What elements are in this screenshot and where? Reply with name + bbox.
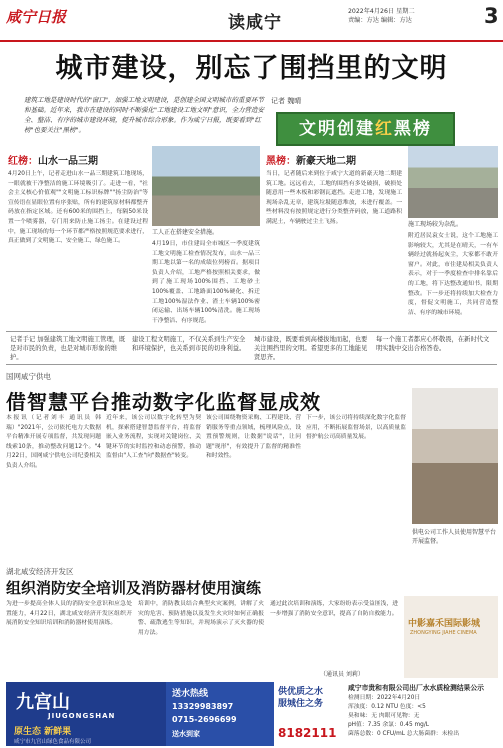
red-list-tag: 红榜： [8,156,38,167]
article3-reporter: （通讯员 刘莉） [320,671,364,678]
issue-info [348,7,415,25]
article2-text-4: 下一步，该公司将持续深化数字化监督应用，不断拓展监督场景，以高质量监督护航公司高质量发展。 [306,415,406,441]
main-headline: 城市建设，别忘了围挡里的文明 [55,53,448,84]
banner-text-2: 红 [375,119,394,139]
black-list-text-right: 附近居民袁女士说，这个工地施工影响较大，尤其是在晴天，一有车辆经过就扬起灰尘，大家都不敢开窗户。对此，市住建局相关负责人表示，对于一季度检查中排名靠后的工地，将下达整改通知书，限期整改。下一步还将持续加大检查力度，督促文明施工，共同营造整洁、有序的城市环境。 [408,233,498,316]
water-delivery-note: 送水到家 [172,730,200,738]
water-quality-line: 浑浊度：0.12 NTU 色度：<5 [348,704,426,710]
black-list-title: 新豪天地二期 [296,156,356,167]
reporter-byline: 记者 魏晴 [271,97,302,105]
quote-1: 记者手记 加强建筑工地文明施工管理，既是对市民的负责，也是对城市形象的维护。 [10,336,126,361]
article3-text-2: 培训中，消防教员结合典型火灾案例，讲解了火灾的危害、预防措施以及发生火灾时如何正确报警、疏散逃生等知识，并现场演示了灭火器的使用方法。 [138,601,264,636]
article2-kicker: 国网咸宁供电 [6,372,51,381]
page-number: 3 [484,4,499,28]
quote-4: 每一个施工者都应心怀敬畏，在新时代文明实践中交出合格答卷。 [376,336,490,352]
smart-platform-photo [412,388,498,524]
article2-text-2: 近年来，该公司以数字化转型为契机，探索搭建智慧监督平台，将监督嵌入业务流程，实现对关键岗位、关键环节的实时监控和动态预警，推动监督由"人工查"向"数据查"转变。 [106,415,201,460]
black-list-tag: 黑榜： [266,156,296,167]
article3-text-1: 为进一步提高全体人员的消防安全意识和应急处置能力，4月22日，湖北咸安经济开发区组织开展消防安全知识培训和消防器材使用演练。 [6,601,132,627]
quote-strip [6,331,497,365]
jiugongshan-ad [6,682,166,746]
article2-text-1: 本报讯（记者刘丰 通讯员 韩瑞）"2021年，公司依托电力大数据平台精准开展专项监督，共发现问题线索10条，推动整改问题12个。"4月22日，国网咸宁供电公司纪委相关负责人介绍。 [6,415,101,469]
water-service-ad [274,682,346,746]
jiugongshan-slogan: 原生态 新鲜果 [14,727,72,737]
issue-editors: 责编：方达 编辑：方达 [348,17,412,24]
water-phone-2: 0715-2696699 [172,715,237,724]
intro-paragraph: 建筑工地是建设时代的"窗口"，加强工地文明建设，是创建全国文明城市的重要环节和基础。近年来，我市在建设的同时不断强化"工地建设工地文明"意识，全力营造安全、整洁、有序的城市建设环境，提升城市综合形象。作为咸宁日报，既要看到"红榜"也要关注"黑榜"。 [24,96,264,134]
quote-2: 建设工程文明施工，不仅关系到生产安全和环境保护，也关系到市民的切身利益。 [132,336,246,352]
water-quality-line: 菌落总数：0 CFU/mL 总大肠菌群：未检出 [348,731,459,737]
jiugongshan-note: 咸宁市九宫山绿色食品有限公司 [14,739,92,745]
section-title: 读咸宁 [228,13,282,33]
jiugongshan-name-en: JIUGONGSHAN [48,712,116,720]
cinema-logo: 中影嘉禾国际影城 [408,619,481,629]
newspaper-logo: 咸宁日报 [6,8,67,26]
cinema-ad [404,596,498,678]
jiugongshan-name: 九宫山 [16,692,70,713]
banner-text-1: 文明创建 [299,119,375,139]
red-list-text-left: 4月20日上午，记者走进山水一品三期建筑工地现场，一眼就被干净整洁的施工环境吸引了。走进一看，"社会主义核心价值观""文明施工标识标牌""扬尘防治"等宣传语在显眼位置有序张贴，所有的建筑原材料都整齐码放在指定区域。还有600米的围挡上，每隔50米设置一个喷雾器，专门用来防止施工扬尘。在建设过程中，施工现场的每一个环节都严格按照规范要求进行，真正做到了文明施工、安全施工、绿色施工。 [8,171,148,245]
article2-caption: 供电公司工作人员使用智慧平台开展监督。 [412,529,497,545]
black-list-caption: 施工现场较为杂乱。 [408,221,463,228]
quote-3: 城市建设，既要看到高楼拔地而起，也要关注围挡里的文明。希望更多的工地能见贤思齐。 [254,336,368,361]
water-phone-1: 13329983897 [172,702,234,711]
article2-title: 借智慧平台推动数字化监督显成效 [6,390,321,414]
construction-site-photo [152,146,260,226]
cinema-logo-en: ZHONGYING JIAHE CINEMA [410,630,477,636]
issue-date: 2022年4月26日 星期二 [348,8,415,15]
article3-kicker: 湖北咸安经济开发区 [6,567,74,576]
water-quality-notice [346,682,497,746]
red-list-text-mid: 4月19日，市住建局全市城区一季度建筑工地文明施工检查情况发布，山水一品三期工地以第一名的成绩位列榜首。据项目负责人介绍，工地严格按照相关要求，做到了施工现场100%围挡、工地砂土100%覆盖、工地路面100%硬化、拆迁工地100%湿法作业、渣土车辆100%密闭运输、出场车辆100%清洗。施工现场干净整洁、有序规范。 [152,241,260,324]
red-list-title: 山水一品三期 [38,156,98,167]
masthead [0,0,503,42]
article2-text-3: 该公司围绕物资采购、工程建设、营销服务等重点领域，梳理风险点，设置预警规则，让数据"说话"，让问题"现形"，有效提升了监督的精准性和时效性。 [206,415,301,460]
water-service-number: 8182111 [278,726,337,740]
water-quality-line: pH值：7.35 余氯：0.45 mg/L [348,722,430,728]
bottom-ad-bar [6,682,497,746]
black-list-text-mid: 当日，记者随后来到位于咸宁大道的新豪天地二期建筑工地。远远看去，工地的围挡有多处破损，破损处随意用一些木板和彩钢瓦遮挡。走进工地，发现施工现场杂乱无章，建筑垃圾随意堆放，未进行覆盖。一些材料没有按照规定进行分类整齐码放，施工道路积满泥土，车辆驶过尘土飞扬。 [266,171,402,225]
water-service-title: 供优质之水 服城住之务 [278,687,324,709]
messy-site-photo [408,146,498,218]
water-quality-line: 臭和味：无 肉眼可见物：无 [348,713,420,719]
water-delivery-ad [166,682,274,746]
article3-text-3: 通过此次培训和演练，大家纷纷表示受益匪浅，进一步增强了消防安全意识，提高了自防自救能力。 [270,601,398,617]
red-list-heading [8,152,98,167]
banner-text-3: 黑榜 [394,119,432,139]
water-delivery-label: 送水热线 [172,689,209,699]
water-quality-title: 咸宁市贵和有限公司出厂水水质检测结果公示 [348,684,484,692]
water-quality-line: 检测日期：2022年4月20日 [348,695,421,701]
black-list-heading [266,152,356,167]
red-list-caption: 工人正在搭建安全措施。 [152,229,219,236]
article3-title: 组织消防安全培训及消防器材使用演练 [6,579,262,597]
column-banner [276,112,455,146]
